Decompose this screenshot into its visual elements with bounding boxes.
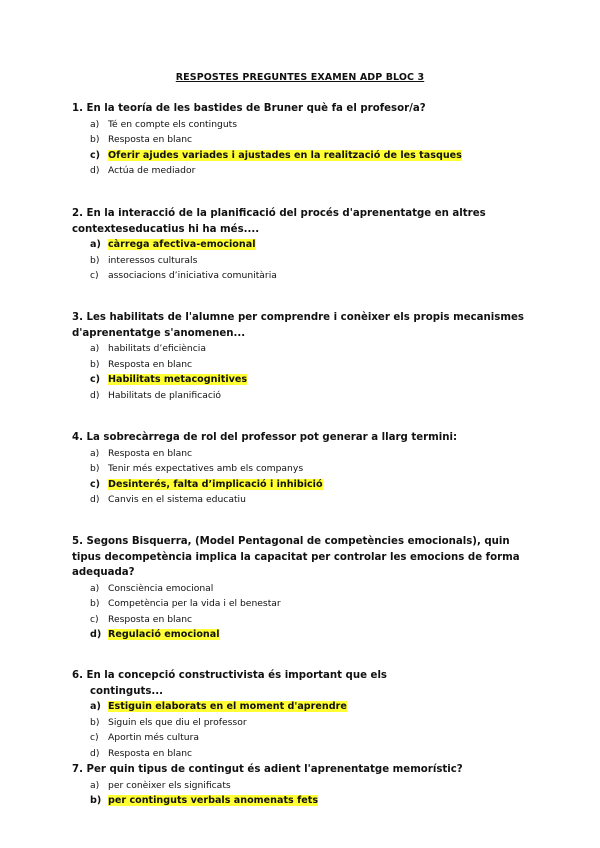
option-c-correct: c) Habilitats metacognitives — [90, 374, 248, 386]
option-c-correct: c) Oferir ajudes variades i ajustades en la realització de les tasques — [90, 149, 462, 161]
question-text: 4. La sobrecàrrega de rol del professor pot generar a llarg termini: — [72, 432, 458, 443]
options-list — [72, 341, 532, 403]
option-d: d) Habilitats de planificació — [90, 389, 222, 401]
option-b: b) Competència per la vida i el benestar — [90, 598, 281, 610]
page-title: RESPOSTES PREGUNTES EXAMEN ADP BLOC 3 — [175, 72, 425, 83]
option-a: a) per conèixer els significats — [90, 779, 231, 791]
question-1 — [72, 101, 532, 179]
option-b: b) Resposta en blanc — [90, 134, 193, 146]
question-3 — [72, 310, 532, 403]
option-b: b) interessos culturals — [90, 254, 198, 266]
options-list — [72, 581, 532, 643]
option-c: c) Aportin més cultura — [90, 732, 199, 744]
question-4 — [72, 430, 532, 508]
question-7 — [72, 762, 532, 809]
option-a: a) Consciència emocional — [90, 582, 214, 594]
options-list — [72, 778, 532, 809]
options-list — [72, 117, 532, 179]
option-c: c) associacions d’iniciativa comunitària — [90, 270, 277, 282]
option-d: d) Canvis en el sistema educatiu — [90, 494, 246, 506]
option-c-correct: c) Desinterés, falta d’implicació i inhibició — [90, 478, 323, 490]
question-text-continued: continguts... — [90, 685, 163, 697]
option-a: a) Té en compte els continguts — [90, 118, 238, 130]
option-a-correct: a) càrrega afectiva-emocional — [90, 239, 256, 250]
options-list — [72, 699, 532, 761]
option-a: a) Resposta en blanc — [90, 447, 193, 459]
question-text: 5. Segons Bisquerra, (Model Pentagonal de competències emocionals), quin tipus decompetència implica la capacitat per controlar les emocions de forma adequada? — [72, 536, 520, 578]
option-c: c) Resposta en blanc — [90, 613, 193, 625]
option-a-correct: a) Estiguin elaborats en el moment d'aprendre — [90, 701, 347, 712]
options-list — [72, 446, 532, 508]
question-text: 1. En la teoría de les bastides de Bruner què fa el profesor/a? — [72, 103, 426, 114]
option-d: d) Resposta en blanc — [90, 747, 193, 759]
option-d-correct: d) Regulació emocional — [90, 629, 220, 641]
option-b: b) Siguin els que diu el professor — [90, 716, 247, 728]
option-b-correct: b) per continguts verbals anomenats fets — [90, 795, 319, 807]
question-2 — [72, 206, 532, 284]
option-b: b) Tenir més expectatives amb els companys — [90, 463, 304, 475]
option-b: b) Resposta en blanc — [90, 358, 193, 370]
option-d: d) Actúa de mediador — [90, 165, 196, 177]
question-6 — [72, 668, 532, 761]
options-list — [72, 237, 532, 284]
question-5 — [72, 534, 532, 643]
question-text: 2. En la interacció de la planificació del procés d'aprenentatge en altres contexteseducatius hi ha més.... — [72, 208, 486, 235]
option-a: a) habilitats d’eficiència — [90, 343, 206, 354]
question-text: 6. En la concepció constructivista és important que els — [72, 670, 387, 681]
question-text: 3. Les habilitats de l'alumne per comprendre i conèixer els propis mecanismes d'aprenentatge s'anomenen... — [72, 312, 524, 339]
question-text: 7. Per quin tipus de contingut és adient l'aprenentatge memorístic? — [72, 764, 463, 775]
